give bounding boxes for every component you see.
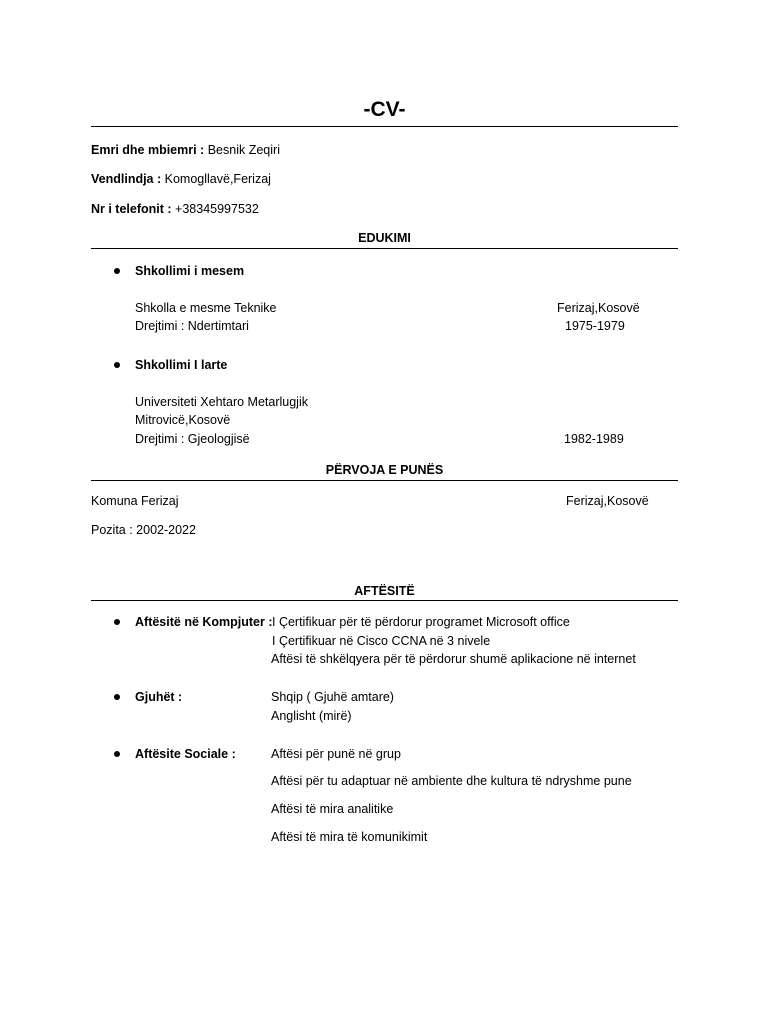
experience-heading: PËRVOJA E PUNËS: [325, 463, 444, 477]
social-skill-item: Aftësi të mira analitike: [271, 802, 394, 816]
phone-value: +38345997532: [175, 202, 259, 216]
secondary-years: 1975-1979: [565, 319, 625, 333]
name-value: Besnik Zeqiri: [207, 143, 280, 157]
computer-skill-item: I Çertifikuar në Cisco CCNA në 3 nivele: [272, 634, 491, 648]
skills-divider: [91, 600, 678, 601]
phone-label: Nr i telefonit :: [91, 202, 172, 216]
bullet-icon: [114, 694, 120, 700]
birthplace-label: Vendlindja :: [91, 172, 162, 186]
name-row: [91, 142, 280, 158]
social-skill-item: Aftësi për tu adaptuar në ambiente dhe kultura të ndryshme pune: [271, 774, 632, 788]
employer-name: Komuna Ferizaj: [91, 494, 179, 508]
higher-school-name: Universiteti Xehtaro Metarlugjik: [135, 395, 308, 409]
bullet-icon: [114, 751, 120, 757]
higher-direction: Drejtimi : Gjeologjisë: [135, 432, 250, 446]
education-heading: EDUKIMI: [358, 231, 411, 245]
secondary-direction: Drejtimi : Ndertimtari: [135, 319, 249, 333]
higher-school-city: Mitrovicë,Kosovë: [135, 413, 231, 427]
higher-years: 1982-1989: [564, 432, 624, 446]
secondary-education-title: Shkollimi i mesem: [135, 264, 245, 278]
experience-divider: [91, 480, 678, 481]
position-period: Pozita : 2002-2022: [91, 523, 196, 537]
name-label: Emri dhe mbiemri :: [91, 143, 205, 157]
secondary-school-name: Shkolla e mesme Teknike: [135, 301, 277, 315]
education-divider: [91, 248, 678, 249]
birthplace-value: Komogllavë,Ferizaj: [164, 172, 271, 186]
page-title: -CV-: [363, 98, 406, 121]
bullet-icon: [114, 268, 120, 274]
computer-skills-label: Aftësitë në Kompjuter :: [135, 615, 273, 629]
employer-location: Ferizaj,Kosovë: [566, 494, 649, 508]
social-skill-item: Aftësi për punë në grup: [271, 747, 401, 761]
birthplace-row: [91, 171, 271, 187]
bullet-icon: [114, 619, 120, 625]
language-item: Shqip ( Gjuhë amtare): [271, 690, 394, 704]
languages-label: Gjuhët :: [135, 690, 183, 704]
phone-row: [91, 201, 259, 217]
bullet-icon: [114, 362, 120, 368]
language-item: Anglisht (mirë): [271, 709, 352, 723]
computer-skill-item: I Çertifikuar për të përdorur programet Microsoft office: [272, 615, 570, 629]
social-skills-label: Aftësite Sociale :: [135, 747, 236, 761]
higher-education-title: Shkollimi I larte: [135, 358, 228, 372]
title-divider: [91, 126, 678, 127]
secondary-school-location: Ferizaj,Kosovë: [557, 301, 640, 315]
computer-skill-item: Aftësi të shkëlqyera për të përdorur shumë aplikacione në internet: [271, 652, 636, 666]
social-skill-item: Aftësi të mira të komunikimit: [271, 830, 428, 844]
skills-heading: AFTËSITË: [354, 584, 415, 598]
